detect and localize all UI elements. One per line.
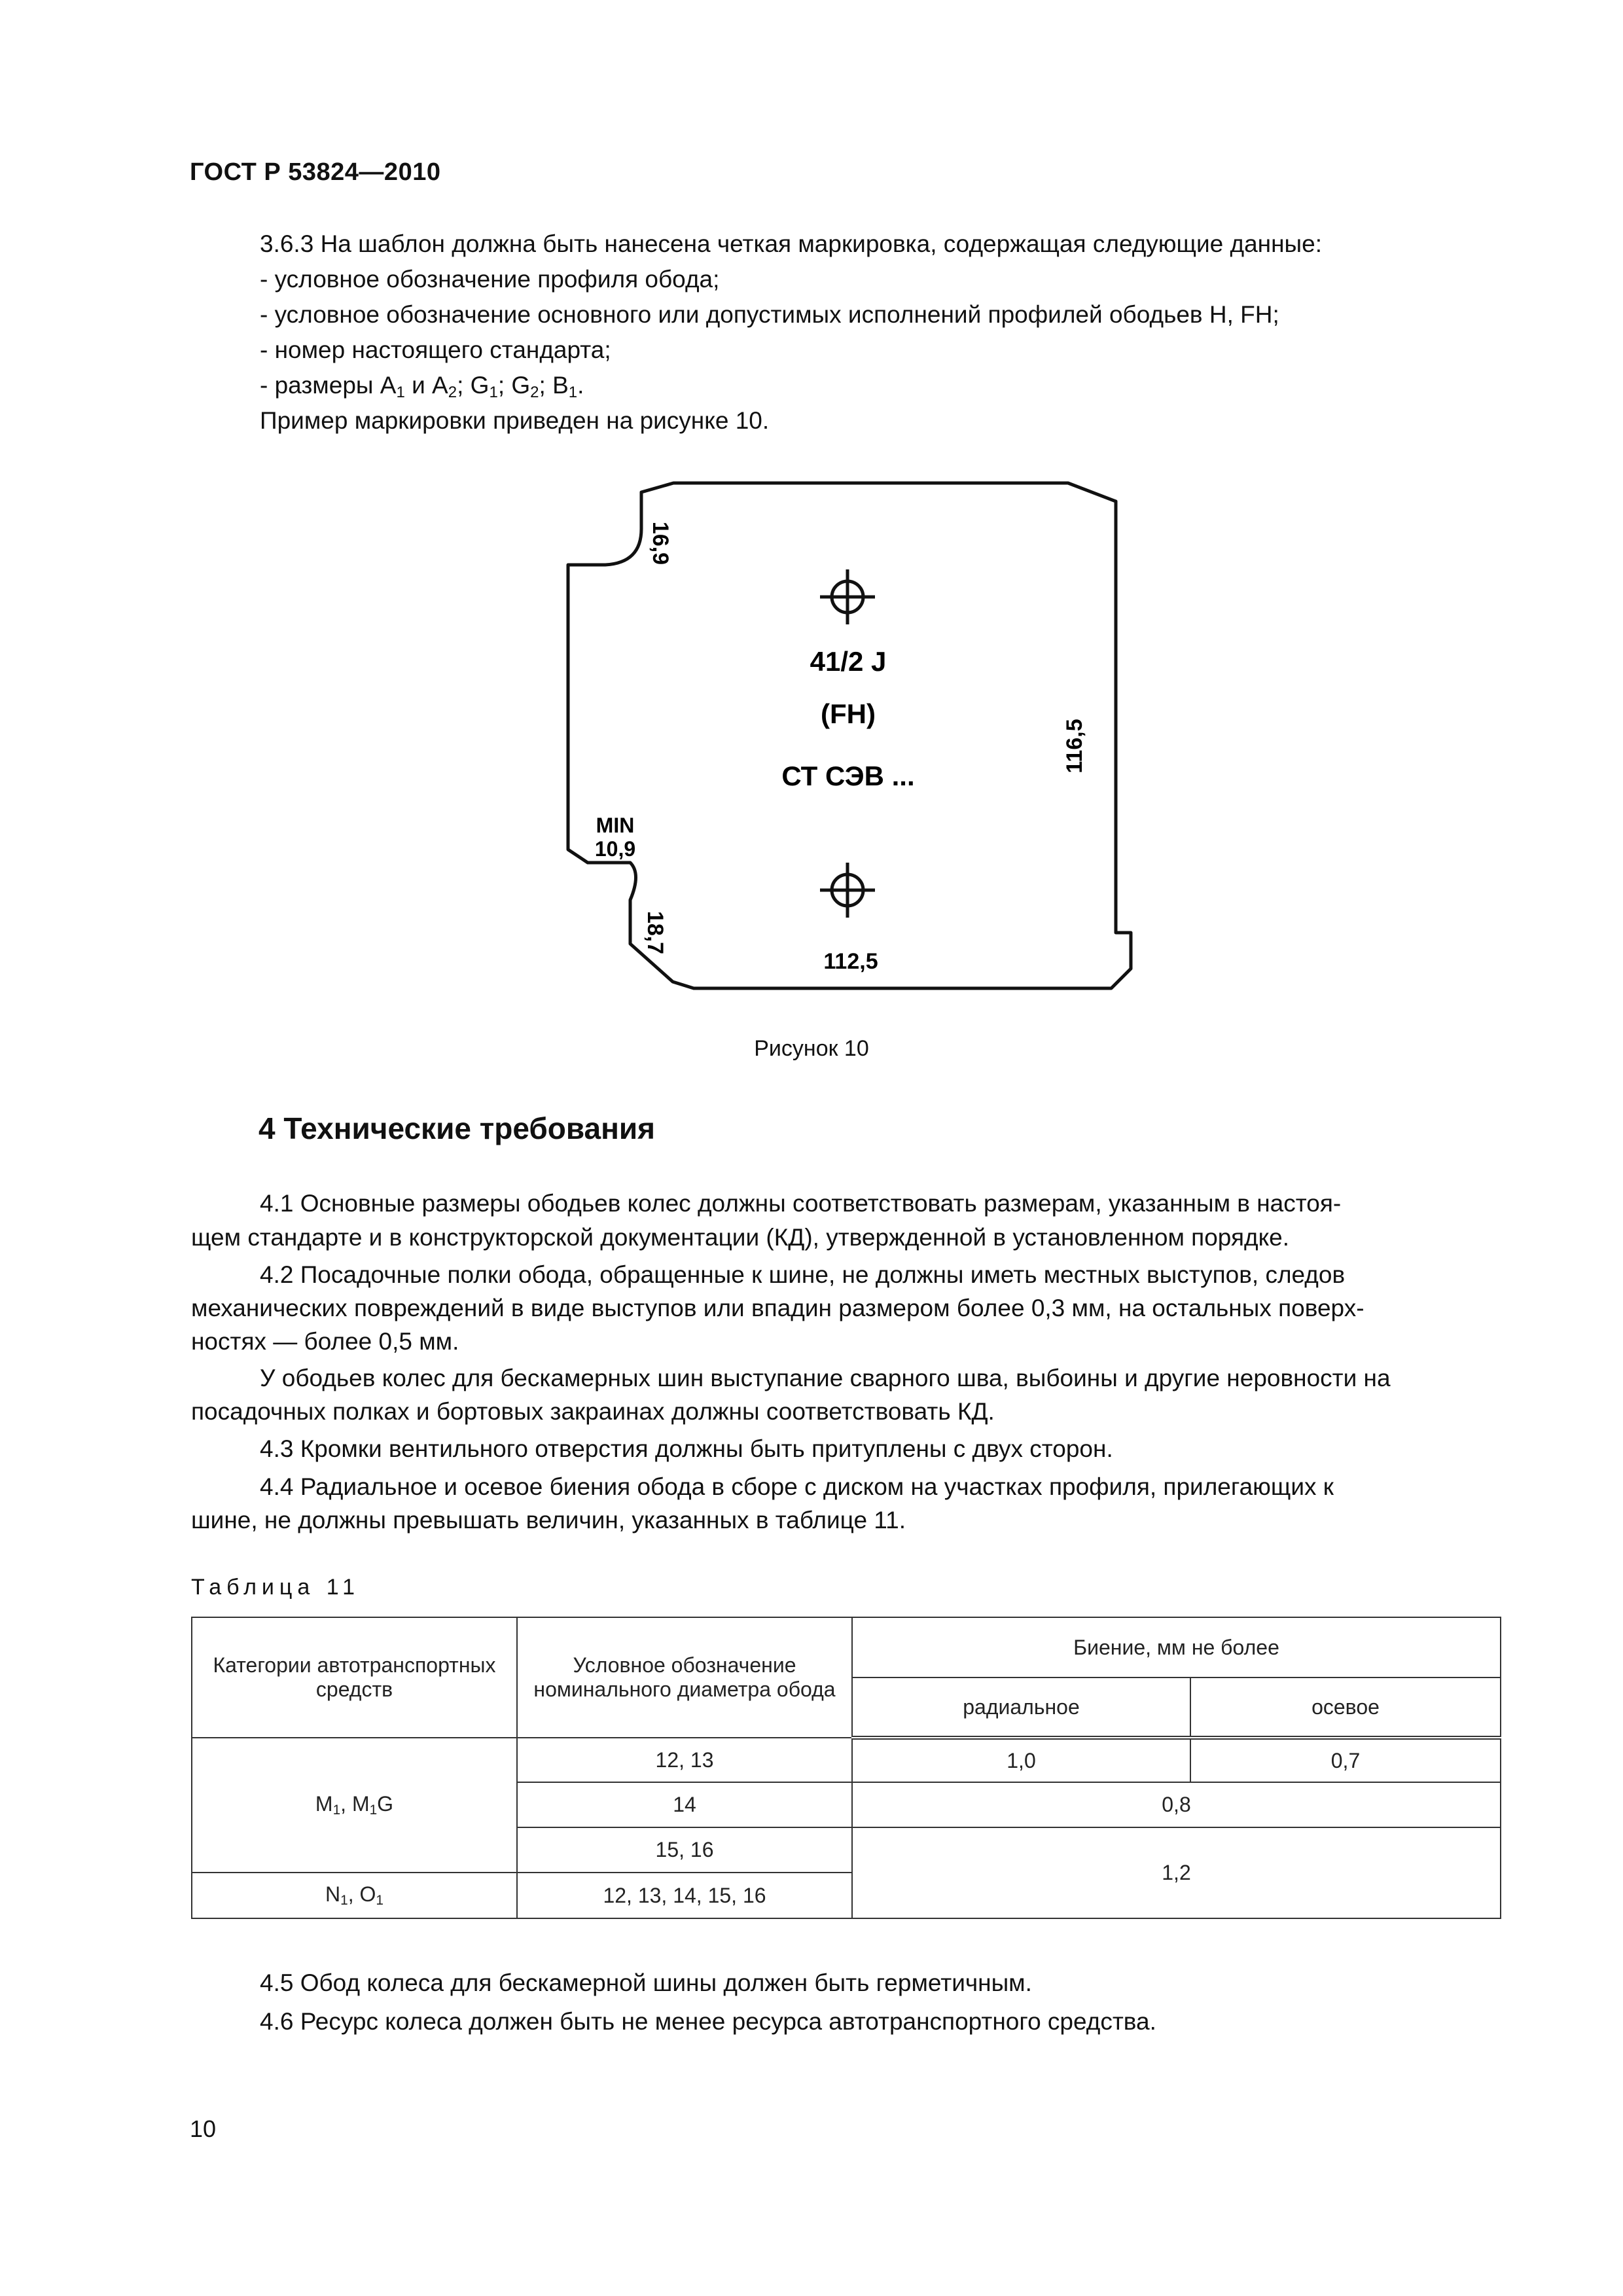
table-cell: 14 xyxy=(517,1782,852,1827)
document-code: ГОСТ Р 53824—2010 xyxy=(190,158,441,186)
dim-label-112-5: 112,5 xyxy=(823,949,878,974)
table-cell: 12, 13 xyxy=(517,1738,852,1782)
figure-10-template-drawing xyxy=(0,0,1623,1021)
rim-designation: 41/2 J xyxy=(810,646,887,677)
paragraph-4-3: 4.3 Кромки вентильного отверстия должны быть притуплены с двух сторон. xyxy=(260,1435,1113,1462)
paragraph-4-4-cont: шине, не должны превышать величин, указанных в таблице 11. xyxy=(191,1507,906,1534)
dim-label-116-5: 116,5 xyxy=(1062,719,1087,774)
dim-label-10-9: 10,9 xyxy=(594,837,636,861)
header-radial: радиальное xyxy=(852,1677,1190,1738)
section-title: 4 Технические требования xyxy=(259,1111,655,1145)
table-cell: 1,0 xyxy=(852,1738,1190,1782)
table-cell: 1,2 xyxy=(852,1827,1501,1918)
figure-caption: Рисунок 10 xyxy=(754,1036,869,1061)
table-11 xyxy=(191,1617,1501,1919)
dim-label-min: MIN xyxy=(596,814,635,837)
list-item-dimensions: - размеры $A_1$ и $A_2$; $G_1$; $G_2$; $B_1$. xyxy=(260,372,584,401)
table-label: Таблица 11 xyxy=(191,1575,361,1600)
table-cell: 15, 16 xyxy=(517,1827,852,1873)
crosshair-bottom-icon xyxy=(820,863,875,918)
paragraph-4-2: 4.2 Посадочные полки обода, обращенные к шине, не должны иметь местных выступов, следов xyxy=(260,1261,1346,1288)
table-cell: 0,8 xyxy=(852,1782,1501,1827)
table-cell-category-n: $N_1$, $O_1$ xyxy=(192,1873,517,1918)
paragraph-3-6-3: 3.6.3 На шаблон должна быть нанесена четкая маркировка, содержащая следующие данные: xyxy=(260,230,1322,257)
header-category: Категории автотранспортных средств xyxy=(192,1617,517,1738)
paragraph-4-2-b: У ободьев колес для бескамерных шин выступание сварного шва, выбоины и другие неровности на xyxy=(260,1365,1391,1391)
header-runout: Биение, мм не более xyxy=(852,1617,1501,1677)
table-cell: 12, 13, 14, 15, 16 xyxy=(517,1873,852,1918)
paragraph-4-1: 4.1 Основные размеры ободьев колес должны соответствовать размерам, указанным в настоя- xyxy=(260,1190,1342,1217)
header-designation: Условное обозначение номинального диаметра обода xyxy=(517,1617,852,1738)
header-axial: осевое xyxy=(1190,1677,1501,1738)
paragraph-4-2-b-cont: посадочных полках и бортовых закраинах должны соответствовать КД. xyxy=(191,1398,995,1425)
paragraph-4-2-cont: ностях — более 0,5 мм. xyxy=(191,1328,459,1355)
crosshair-top-icon xyxy=(820,569,875,624)
paragraph-4-4: 4.4 Радиальное и осевое биения обода в сборе с диском на участках профиля, прилегающих к xyxy=(260,1473,1334,1500)
dim-label-18-7: 18,7 xyxy=(643,910,668,955)
list-item: - номер настоящего стандарта; xyxy=(260,336,611,363)
paragraph-4-5: 4.5 Обод колеса для бескамерной шины должен быть герметичным. xyxy=(260,1969,1032,1996)
table-cell-category-m: $M_1$, $M_1G$ xyxy=(192,1738,517,1873)
paragraph-4-1-cont: щем стандарте и в конструкторской документации (КД), утвержденной в установленном порядке. xyxy=(191,1224,1290,1251)
figure-reference: Пример маркировки приведен на рисунке 10. xyxy=(260,407,770,434)
list-item: - условное обозначение профиля обода; xyxy=(260,266,720,293)
list-item: - условное обозначение основного или допустимых исполнений профилей ободьев H, FH; xyxy=(260,301,1279,328)
page-number: 10 xyxy=(190,2115,217,2142)
rim-variant: (FH) xyxy=(821,698,876,729)
dim-label-16-9: 16,9 xyxy=(648,521,673,565)
paragraph-4-6: 4.6 Ресурс колеса должен быть не менее ресурса автотранспортного средства. xyxy=(260,2008,1156,2035)
standard-number: СТ СЭВ ... xyxy=(781,761,915,791)
paragraph-4-2-cont: механических повреждений в виде выступов или впадин размером более 0,3 мм, на остальных поверх- xyxy=(191,1295,1364,1321)
table-cell: 0,7 xyxy=(1190,1738,1501,1782)
